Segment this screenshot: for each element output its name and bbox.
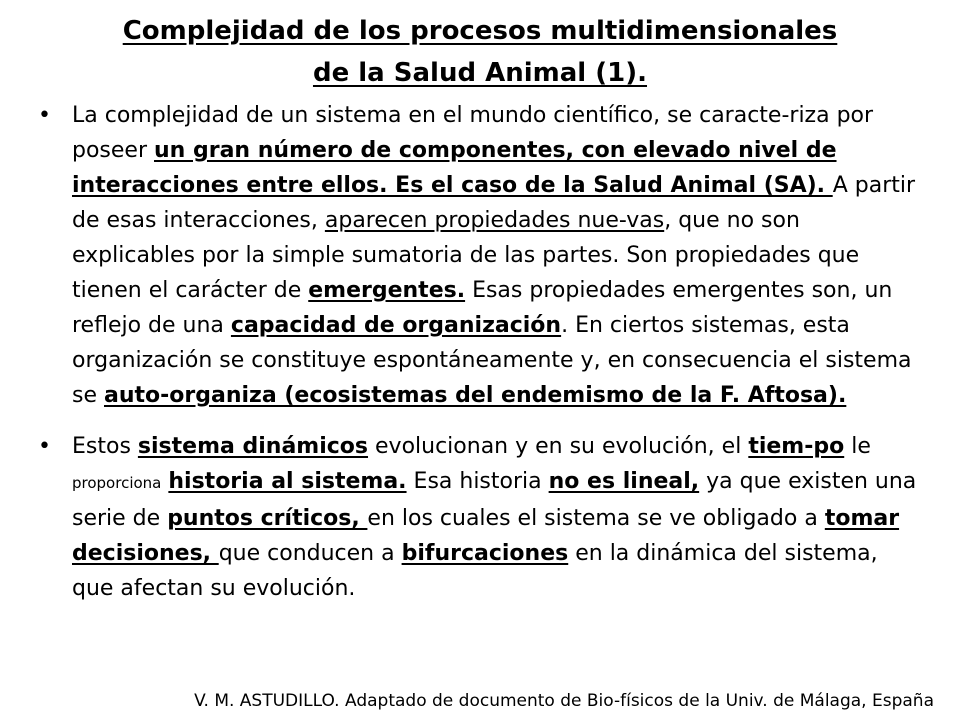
emphasized-text: capacidad de organización [230,313,562,338]
emphasized-text: bifurcaciones [401,541,569,566]
emphasized-text: auto-organiza (ecosistemas del endemismo de la F. Aftosa). [104,383,847,408]
body-text: en los cuales el sistema se ve obligado a [367,506,825,531]
emphasized-text: sistema dinámicos [137,434,369,459]
body-text: evolucionan y en su evolución, el [368,434,749,459]
slide-title-line-2: de la Salud Animal (1). [312,58,648,88]
body-text: , que no son explicables por la simple sumatoria de las partes. Son propiedades que tienen el carácter de [72,208,860,303]
paragraph-text [72,103,915,408]
slide-title [0,10,960,94]
bullet-icon: • [38,103,51,128]
slide-title-line-1: Complejidad de los procesos multidimensionales [122,16,838,46]
emphasized-text: un gran número de componentes, con elevado nivel de interacciones entre ellos. Es el caso de la Salud Animal (SA). [72,138,837,198]
emphasized-text: tiem-po [748,434,845,459]
body-text: le [844,434,871,459]
body-text: que conducen a [218,541,402,566]
body-text: proporciona [72,474,162,492]
body-text: Esa historia [406,469,549,494]
body-text: en la dinámica del sistema, que afectan su evolución. [72,541,878,601]
body-text: A partir de esas interacciones, [72,173,916,233]
bullet-icon: • [38,434,51,459]
footer-credit: V. M. ASTUDILLO. Adaptado de documento de Bio-físicos de la Univ. de Málaga, España [194,691,934,711]
emphasized-text: emergentes. [308,278,466,303]
paragraph-text [72,434,916,601]
emphasized-text: aparecen propiedades nue-vas [324,208,665,233]
emphasized-text: historia al sistema. [168,469,407,494]
body-text: La complejidad de un sistema en el mundo científico, se caracte-riza por poseer [72,103,874,163]
emphasized-text: tomar decisiones, [72,506,900,566]
bullet-list [38,98,918,606]
body-text: Estos [72,434,138,459]
body-text: Esas propiedades emergentes son, un reflejo de una [72,278,893,338]
body-text: . En ciertos sistemas, esta organización se constituye espontáneamente y, en consecuencia el sistema se [72,313,912,408]
emphasized-text: no es lineal, [548,469,700,494]
bullet-paragraph-1 [38,98,918,413]
body-text: ya que existen una serie de [72,469,917,531]
emphasized-text: puntos críticos, [167,506,368,531]
bullet-paragraph-2 [38,429,918,606]
